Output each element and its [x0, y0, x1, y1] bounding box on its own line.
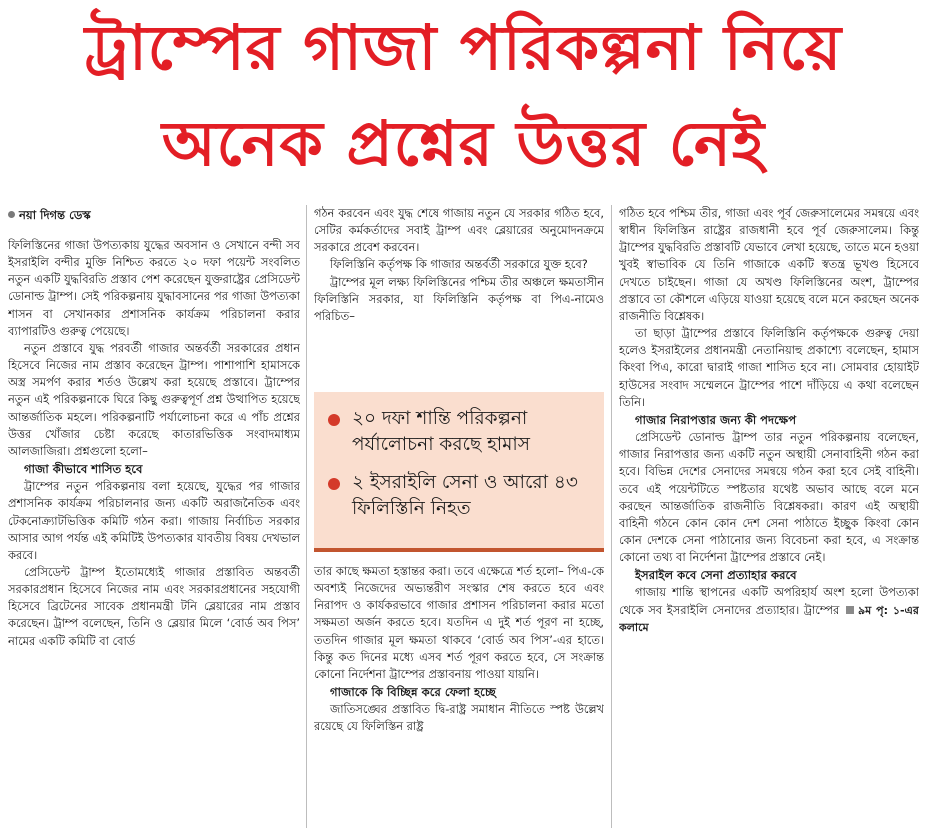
paragraph: নতুন প্রস্তাবে যুদ্ধ পরবর্তী গাজার অন্তর্বর্তী সরকারের প্রধান হিসেবে নিজের নাম প্রস্তাব করেছেন ট্রাম্প। পাশাপাশি হামাসকে অস্ত্র সমর্পণ করার শর্তও উল্লেখ করা হয়েছে প্রস্তাবে। ট্রাম্পের নতুন এই পরিকল্পনাকে ঘিরে কিছু গুরুত্বপূর্ণ প্রশ্ন উত্থাপিত হয়েছে আন্তর্জাতিক মহলে। পরিকল্পনাটি পর্যালোচনা করে এ পাঁচ প্রশ্নের উত্তর খোঁজার চেষ্টা করেছে কাতারভিত্তিক সংবাদমাধ্যম আলজাজিরা। প্রশ্নগুলো হলো–: [8, 340, 300, 458]
highlight-box: [314, 392, 604, 552]
paragraph: ট্রাম্পের নতুন পরিকল্পনায় বলা হয়েছে, যুদ্ধের পর গাজার প্রশাসনিক কার্যক্রম পরিচালনার জন্য একটি অরাজনৈতিক এবং টেকনোক্র্যাটভিত্তিক কমিটি গঠন করা। গাজায় নির্বাচিত সরকার আসার আগ পর্যন্ত এই কমিটিই উপত্যকার যাবতীয় বিষয় দেখভাল করবে।: [8, 479, 300, 562]
highlight-item: [328, 406, 594, 458]
highlight-text: ২ ইসরাইলি সেনা ও আরো ৪৩ ফিলিস্তিনি নিহত: [352, 472, 578, 519]
headline: [0, 0, 927, 195]
article-column-2-top: [314, 205, 604, 377]
article-column-2-bottom: [314, 563, 604, 836]
paragraph: তা ছাড়া ট্রাম্পের প্রস্তাবে ফিলিস্তিনি কর্তৃপক্ষকে গুরুত্ব দেয়া হলেও ইসরাইলের প্রধানমন্ত্রী নেতানিয়াহু প্রকাশ্যে বলেছেন, হামাস কিংবা পিএ, কারো দ্বারাই গাজা শাসিত হবে না। সোমবার হোয়াইট হাউসের সংবাদ সম্মেলনে ট্রাম্পের পাশে দাঁড়িয়ে এ কথা বলেছেন তিনি।: [619, 326, 919, 409]
byline: [8, 205, 300, 225]
subheading: গাজাকে কি বিচ্ছিন্ন করে ফেলা হচ্ছে: [330, 685, 496, 700]
headline-line-2: অনেক প্রশ্নের উত্তর নেই: [161, 107, 766, 180]
paragraph: তার কাছে ক্ষমতা হস্তান্তর করা। তবে এক্ষেত্রে শর্ত হলো– পিএ-কে অবশ্যই নিজেদের অভ্যন্তরীণ সংস্কার শেষ করতে হবে এবং নিরাপদ ও কার্যকরভাবে গাজার প্রশাসন পরিচালনা করার মতো সক্ষমতা অর্জন করতে হবে। যতদিন এ দুই শর্ত পূরণ না হচ্ছে, ততদিন গাজার মূল ক্ষমতা থাকবে ‘বোর্ড অব পিস’-এর হাতে। কিন্তু কত দিনের মধ্যে এসব শর্ত পূরণ করতে হবে, সে সংক্রান্ত কোনো নির্দেশনা ট্রাম্পের প্রস্তাবনায় পাওয়া যায়নি।: [314, 564, 604, 681]
headline-line-1: ট্রাম্পের গাজা পরিকল্পনা নিয়ে: [84, 11, 843, 84]
paragraph: ট্রাম্পের মূল লক্ষ্য ফিলিস্তিনের পশ্চিম তীর অঞ্চলে ক্ষমতাসীন ফিলিস্তিনি সরকার, যা ফিলিস্তিনি কর্তৃপক্ষ বা পিএ-নামেও পরিচিত–: [314, 274, 604, 323]
paragraph-text: গাজায় শান্তি স্থাপনের একটি অপরিহার্য অংশ হলো উপত্যকা থেকে সব ইসরাইলি সেনাদের প্রত্যাহার। ট্রাম্পের: [619, 585, 919, 617]
paragraph: প্রেসিডেন্ট ট্রাম্প ইতোমধ্যেই গাজার প্রস্তাবিত অন্তবর্তী সরকারপ্রধান হিসেবে নিজের নাম এবং সরকারপ্রধানের সহযোগী হিসেবে ব্রিটেনের সাবেক প্রধানমন্ত্রী টনি ব্লেয়ারের নাম প্রস্তাব করেছেন। ট্রাম্প বলেছেন, তিনি ও ব্লেয়ার মিলে ‘বোর্ড অব পিস’ নামের একটি কমিটি বা বোর্ড: [8, 564, 300, 648]
paragraph: গঠন করবেন এবং যুদ্ধ শেষে গাজায় নতুন যে সরকার গঠিত হবে, সেটির কর্মকর্তাদের সবাই ট্রাম্প এবং ব্লেয়ারের অনুমোদনক্রমে সরকারে প্রবেশ করবেন।: [314, 206, 604, 255]
article-column-3: [619, 205, 919, 836]
paragraph: গঠিত হবে পশ্চিম তীর, গাজা এবং পূর্ব জেরুসালেমের সমন্বয়ে এবং স্বাধীন ফিলিস্তিন রাষ্ট্রের রাজধানী হবে পূর্ব জেরুসালেম। কিন্তু ট্রাম্পের যুদ্ধবিরতি প্রস্তাবটি যেভাবে লেখা হয়েছে, তাতে মনে হওয়া খুবই স্বাভাবিক যে তিনি গাজাকে একটি স্বতন্ত্র ভূখণ্ড হিসেবে দেখতে চাইছেন। গাজা যে অখণ্ড ফিলিস্তিনের অংশ, ট্রাম্পের প্রস্তাবে তা কৌশলে এড়িয়ে যাওয়া হয়েছে বলে মনে করছেন অনেক রাজনীতি বিশ্লেষক।: [619, 206, 919, 323]
paragraph: প্রেসিডেন্ট ডোনাল্ড ট্রাম্প তার নতুন পরিকল্পনায় বলেছেন, গাজার নিরাপত্তার জন্য একটি নতুন অস্থায়ী সেনাবাহিনী গঠন করা হবে। বিভিন্ন দেশের সেনাদের সমন্বয়ে গঠন করা হবে সেই বাহিনী। তবে এই পয়েন্টটিতে স্পষ্টতার যথেষ্ট অভাব আছে বলে মনে করছেন আন্তর্জাতিক রাজনীতি বিশ্লেষকরা। কারণ এই অস্থায়ী বাহিনী গঠনে কোন কোন দেশ সেনা পাঠাতে ইচ্ছুক কিংবা কোন কোন দেশকে সেনা পাঠানোর জন্য বিবেচনা করা হবে, এ সংক্রান্ত কোনো তথ্য বা নির্দেশনা ট্রাম্পের প্রস্তাবে নেই।: [619, 430, 919, 565]
subheading: গাজা কীভাবে শাসিত হবে: [24, 462, 143, 477]
highlight-item: [328, 470, 594, 522]
subheading: ইসরাইল কবে সেনা প্রত্যাহার করবে: [635, 568, 797, 583]
paragraph: জাতিসঙ্ঘের প্রস্তাবিত দ্বি-রাষ্ট্র সমাধান নীতিতে স্পষ্ট উল্লেখ রয়েছে যে ফিলিস্তিন রাষ্ট্র: [314, 702, 604, 734]
continued-note[interactable]: ৯ম পৃ: ১-এর কলামে: [619, 603, 919, 634]
paragraph: [619, 584, 919, 635]
bullet-icon: [8, 211, 15, 218]
highlight-text: ২০ দফা শান্তি পরিকল্পনা পর্যালোচনা করছে হামাস: [352, 408, 531, 455]
paragraph: ফিলিস্তিনি কর্তৃপক্ষ কি গাজার অন্তর্বর্তী সরকারে যুক্ত হবে?: [330, 257, 588, 272]
paragraph: ফিলিস্তিনের গাজা উপত্যকায় যুদ্ধের অবসান ও সেখানে বন্দী সব ইসরাইলি বন্দীর মুক্তি নিশ্চিত করতে ২০ দফা পয়েন্ট সংবলিত নতুন একটি যুদ্ধবিরতি প্রস্তাব পেশ করেছেন যুক্তরাষ্ট্রের প্রেসিডেন্ট ডোনাল্ড ট্রাম্প। সেই পরিকল্পনায় যুদ্ধাবসানের পর গাজা উপত্যকা শাসন বা সেখানকার প্রশাসনিক কার্যক্রম পরিচালনা করার ব্যাপারটিও গুরুত্ব পেয়েছে।: [8, 238, 300, 338]
bullet-icon: [328, 478, 340, 490]
subheading: গাজার নিরাপত্তার জন্য কী পদক্ষেপ: [635, 412, 797, 427]
column-divider: [306, 205, 307, 828]
continuation-icon: [846, 606, 854, 614]
column-divider: [611, 205, 612, 828]
article-column-1: [8, 205, 300, 836]
byline-text: নয়া দিগন্ত ডেস্ক: [19, 208, 91, 222]
bullet-icon: [328, 414, 340, 426]
